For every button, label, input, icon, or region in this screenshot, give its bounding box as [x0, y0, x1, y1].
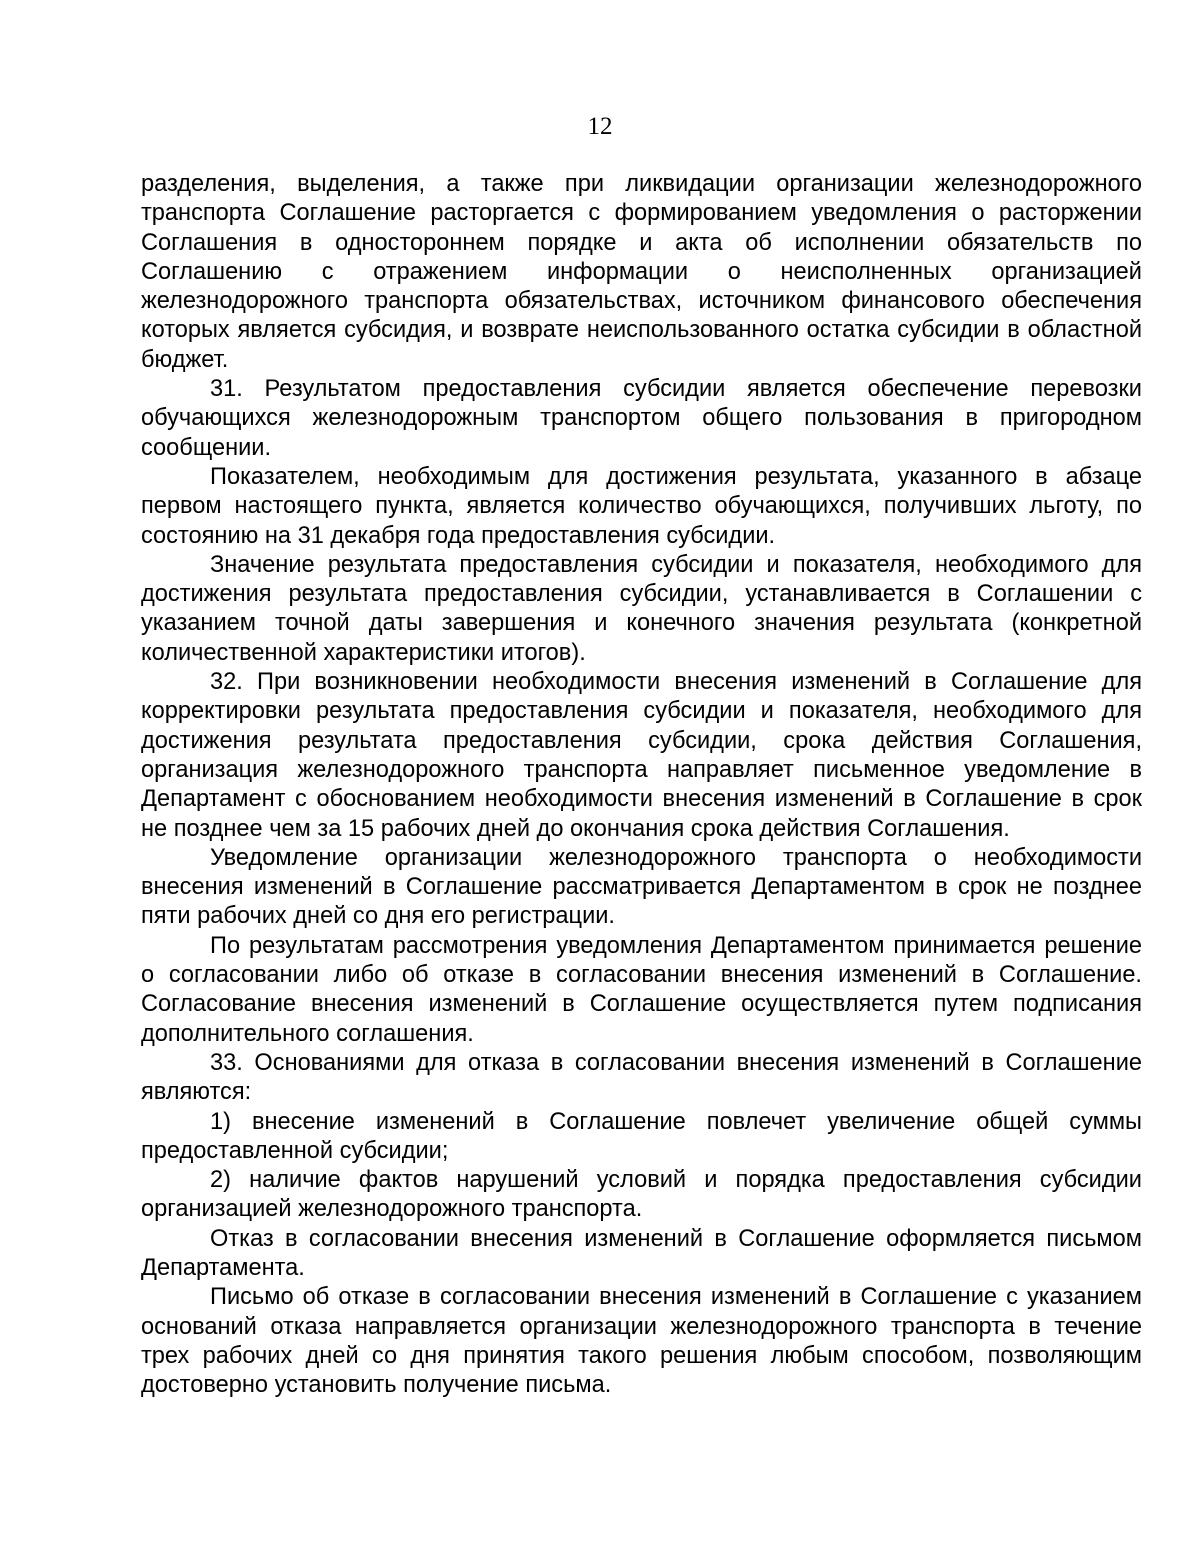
paragraph-refusal-form: Отказ в согласовании внесения изменений в Соглашение оформляется письмом Департамента.	[141, 1225, 1142, 1281]
paragraph-item-33: 33. Основаниями для отказа в согласовании внесения изменений в Соглашение являются:	[141, 1049, 1142, 1106]
paragraph-indicator: Показателем, необходимым для достижения результата, указанного в абзаце первом настоящего пункта, является количество обучающихся, получивших льготу, по состоянию на 31 декабря года предоставления субсидии.	[141, 463, 1142, 549]
list-item-1: 1) внесение изменений в Соглашение повлечет увеличение общей суммы предоставленной субсидии;	[141, 1108, 1142, 1164]
paragraph-notice-review: Уведомление организации железнодорожного транспорта о необходимости внесения изменений в Соглашение рассматривается Департаментом в срок не позднее пяти рабочих дней со дня его регистрации.	[141, 844, 1142, 930]
paragraph-item-32: 32. При возникновении необходимости внесения изменений в Соглашение для корректировки результата предоставления субсидии и показателя, необходимого для достижения результата предоставления субсидии, срока действия Соглашения, организация железнодорожного транспорта направляет письменное уведомление в Департамент с обоснованием необходимости внесения изменений в Соглашение в срок не позднее чем за 15 рабочих дней до окончания срока действия Соглашения.	[141, 669, 1142, 842]
paragraph-item-31: 31. Результатом предоставления субсидии является обеспечение перевозки обучающихся железнодорожным транспортом общего пользования в пригородном сообщении.	[141, 376, 1142, 461]
paragraph-refusal-letter: Письмо об отказе в согласовании внесения изменений в Соглашение с указанием оснований отказа направляется организации железнодорожного транспорта в течение трех рабочих дней со дня принятия такого решения любым способом, позволяющим достоверно установить получение письма.	[141, 1284, 1142, 1399]
paragraph-review-decision: По результатам рассмотрения уведомления Департаментом принимается решение о согласовании либо об отказе в согласовании внесения изменений в Соглашение. Согласование внесения изменений в Соглашение осуществляется путем подписания дополнительного соглашения.	[141, 932, 1142, 1047]
paragraph-result-value: Значение результата предоставления субсидии и показателя, необходимого для достижения результата предоставления субсидии, устанавливается в Соглашении с указанием точной даты завершения и конечного значения результата (конкретной количественной характеристики итогов).	[141, 551, 1142, 666]
page-number: 12	[587, 113, 613, 140]
list-item-2: 2) наличие фактов нарушений условий и порядка предоставления субсидии организацией железнодорожного транспорта.	[141, 1167, 1142, 1223]
paragraph-continuation: разделения, выделения, а также при ликвидации организации железнодорожного транспорта Соглашение расторгается с формированием уведомления о расторжении Соглашения в одностороннем порядке и акта об исполнении обязательств по Соглашению с отражением информации о неисполненных организацией железнодорожного транспорта обязательствах, источником финансового обеспечения которых является субсидия, и возврате неиспользованного остатка субсидии в областной бюджет.	[141, 171, 1142, 373]
document-body	[141, 170, 1142, 1400]
